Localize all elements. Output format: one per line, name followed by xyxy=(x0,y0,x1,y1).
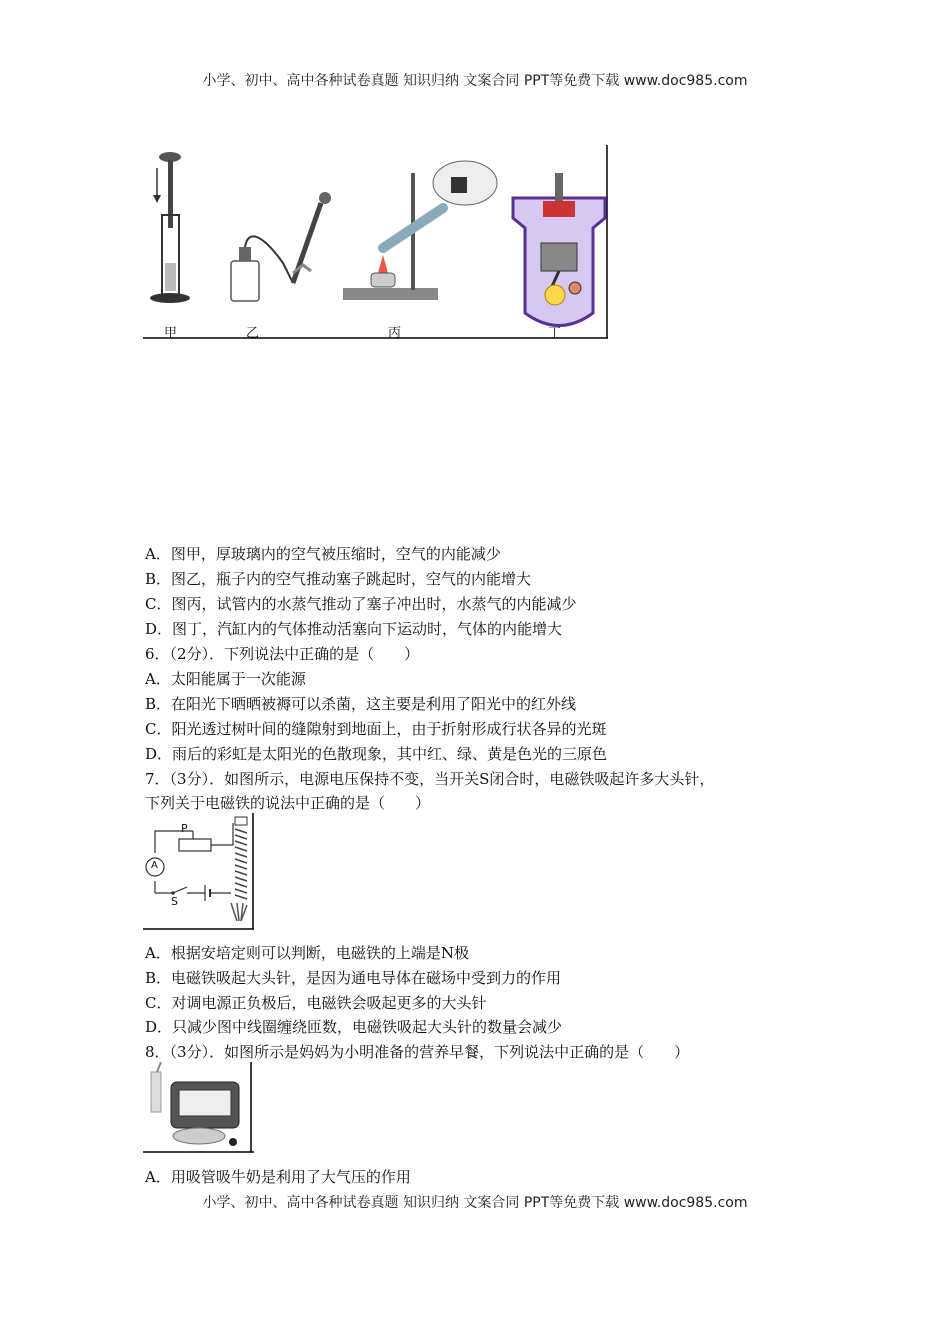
figure-label-yi: 乙 xyxy=(246,326,260,341)
figure-label-bing: 丙 xyxy=(388,326,402,341)
q5-option-b: B．图乙，瓶子内的空气推动塞子跳起时，空气的内能增大 xyxy=(145,570,532,588)
q7-circuit-figure xyxy=(143,813,255,931)
page-header: 小学、初中、高中各种试卷真题 知识归纳 文案合同 PPT等免费下载 www.doc985.com xyxy=(202,73,748,89)
q5-figure xyxy=(143,143,609,341)
q7-option-b: B．电磁铁吸起大头针，是因为通电导体在磁场中受到力的作用 xyxy=(145,969,562,987)
engine-cylinder-icon xyxy=(513,173,605,326)
figure-label-jia: 甲 xyxy=(164,326,178,341)
q7-label-p: P xyxy=(181,822,188,835)
compression-cylinder-icon xyxy=(150,152,190,303)
q8-option-a: A．用吸管吸牛奶是利用了大气压的作用 xyxy=(145,1168,411,1186)
q6-option-a: A．太阳能属于一次能源 xyxy=(145,670,306,688)
bottle-pump-icon xyxy=(231,192,331,301)
q7-label-a: A xyxy=(151,860,158,871)
q5-option-a: A．图甲，厚玻璃内的空气被压缩时，空气的内能减少 xyxy=(145,545,501,563)
q7-label-s: S xyxy=(171,895,178,908)
q7-stem-line1: 7．（3分）．如图所示，电源电压保持不变，当开关S闭合时，电磁铁吸起许多大头针， xyxy=(145,770,715,788)
figure-label-ding: 丁 xyxy=(548,326,562,341)
q7-option-d: D．只减少图中线圈缠绕匝数，电磁铁吸起大头针的数量会减少 xyxy=(145,1018,563,1036)
q6-option-b: B．在阳光下晒晒被褥可以杀菌，这主要是利用了阳光中的红外线 xyxy=(145,695,577,713)
q5-option-c: C．图丙，试管内的水蒸气推动了塞子冲出时，水蒸气的内能减少 xyxy=(145,595,577,613)
q5-option-d: D．图丁，汽缸内的气体推动活塞向下运动时，气体的内能增大 xyxy=(145,620,563,638)
q7-option-c: C．对调电源正负极后，电磁铁会吸起更多的大头针 xyxy=(145,994,487,1012)
q8-breakfast-figure xyxy=(143,1062,255,1154)
q6-option-d: D．雨后的彩虹是太阳光的色散现象，其中红、绿、黄是色光的三原色 xyxy=(145,745,608,763)
test-tube-heating-icon xyxy=(343,161,497,300)
q6-option-c: C．阳光透过树叶间的缝隙射到地面上，由于折射形成行状各异的光斑 xyxy=(145,720,607,738)
q6-stem: 6．（2分）．下列说法中正确的是（ ） xyxy=(145,645,420,663)
q7-option-a: A．根据安培定则可以判断，电磁铁的上端是N极 xyxy=(145,944,469,962)
q7-stem-line2: 下列关于电磁铁的说法中正确的是（ ） xyxy=(145,794,431,812)
q8-stem: 8．（3分）．如图所示是妈妈为小明准备的营养早餐，下列说法中正确的是（ ） xyxy=(145,1043,690,1061)
page-footer: 小学、初中、高中各种试卷真题 知识归纳 文案合同 PPT等免费下载 www.doc985.com xyxy=(202,1195,748,1211)
